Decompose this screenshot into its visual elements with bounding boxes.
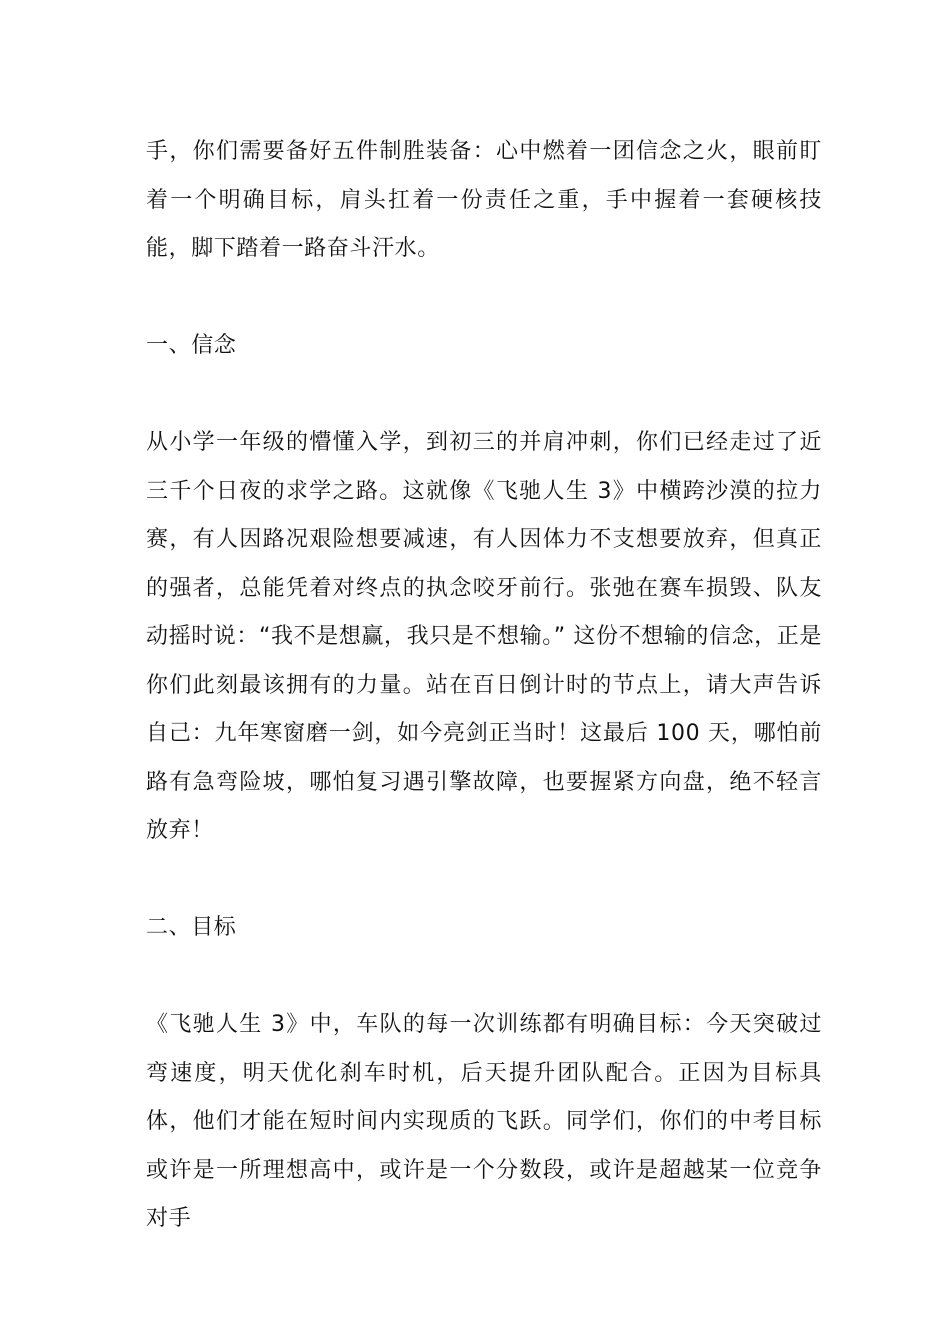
section-heading-goal: 二、目标: [146, 915, 237, 940]
paragraph-spacer: [146, 856, 822, 905]
document-body: [146, 128, 822, 1244]
paragraph-belief: 从小学一年级的懵懂入学，到初三的并肩冲刺，你们已经走过了近三千个日夜的求学之路。这就像《飞驰人生 3》中横跨沙漠的拉力赛，有人因路况艰险想要减速，有人因体力不支想要放弃，但真正的强者，总能凭着对终点的执念咬牙前行。张弛在赛车损毁、队友动摇时说：“我不是想赢，我只是不想输。” 这份不想输的信念，正是你们此刻最该拥有的力量。站在百日倒计时的节点上，请大声告诉自己：九年寒窗磨一剑，如今亮剑正当时！这最后 100 天，哪怕前路有急弯险坡，哪怕复习遇引擎故障，也要握紧方向盘，绝不轻言放弃！: [146, 430, 822, 843]
paragraph-spacer: [146, 274, 822, 323]
paragraph-spacer: [146, 953, 822, 1002]
section-heading-belief: 一、信念: [146, 333, 237, 358]
paragraph-goal: 《飞驰人生 3》中，车队的每一次训练都有明确目标：今天突破过弯速度，明天优化刹车时机，后天提升团队配合。正因为目标具体，他们才能在短时间内实现质的飞跃。同学们，你们的中考目标或许是一所理想高中，或许是一个分数段，或许是超越某一位竞争对手: [146, 1012, 822, 1231]
paragraph-spacer: [146, 371, 822, 420]
paragraph-intro: 手，你们需要备好五件制胜装备：心中燃着一团信念之火，眼前盯着一个明确目标，肩头扛着一份责任之重，手中握着一套硬核技能，脚下踏着一路奋斗汗水。: [146, 139, 822, 261]
